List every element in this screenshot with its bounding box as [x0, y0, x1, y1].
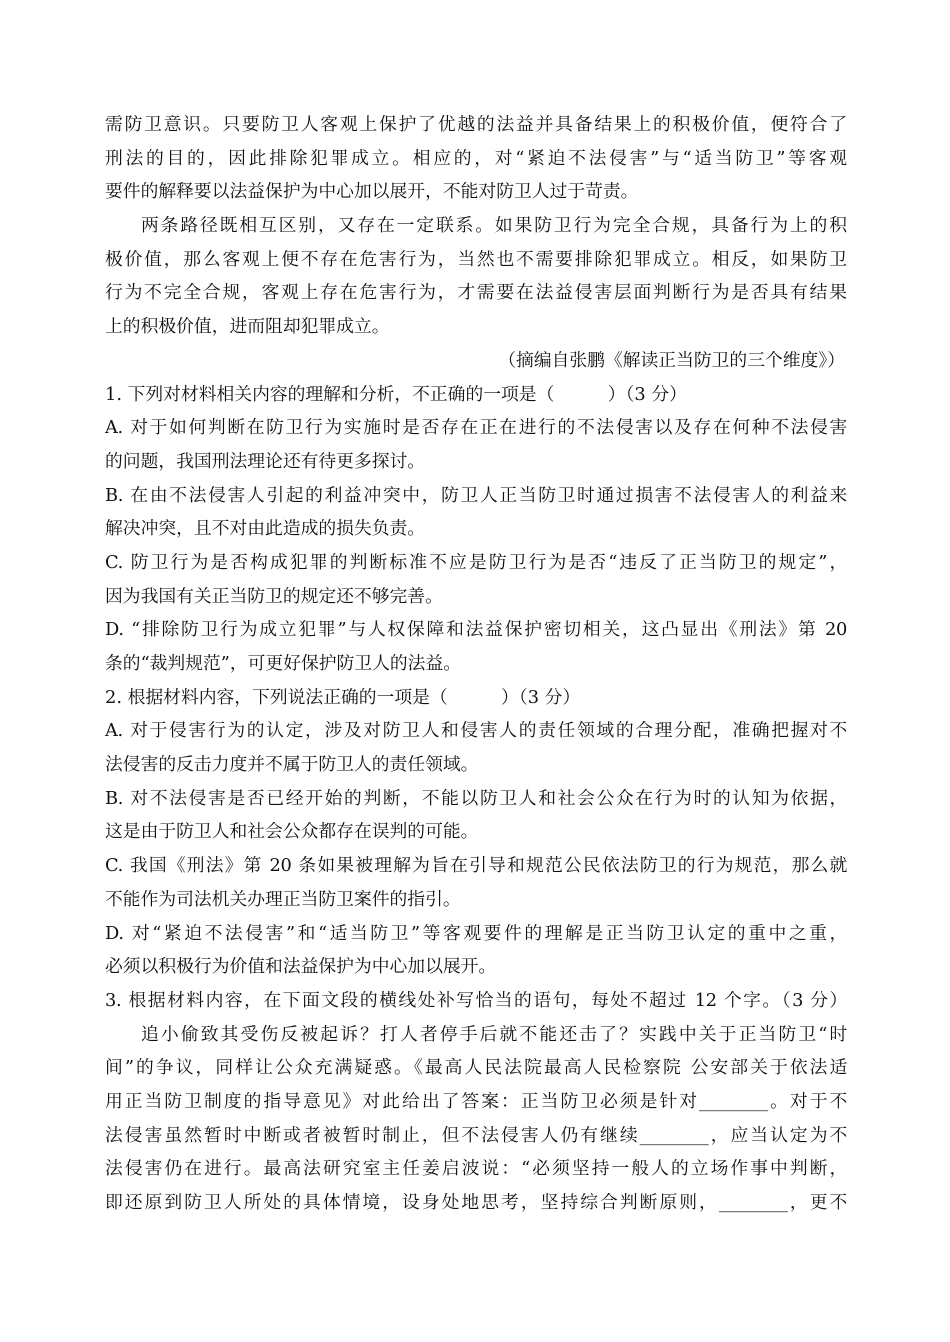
- option-text: 必须以积极行为价值和法益保护为中心加以展开。: [105, 956, 497, 978]
- text-line: 极价值，那么客观上便不存在危害行为，当然也不需要排除犯罪成立。相反，如果防卫: [105, 248, 847, 270]
- text-line: 两条路径既相互区别，又存在一定联系。如果防卫行为完全合规，具备行为上的积: [141, 215, 847, 237]
- option-text: D. “排除防卫行为成立犯罪”与人权保障和法益保护密切相关，这凸显出《刑法》第 20: [105, 619, 847, 641]
- document-page: [105, 108, 847, 1220]
- text-line: 上的积极价值，进而阻却犯罪成立。: [105, 316, 390, 338]
- question-stem: 2. 根据材料内容，下列说法正确的一项是（ ）（3 分）: [105, 686, 581, 708]
- text-line: 刑法的目的，因此排除犯罪成立。相应的，对“紧迫不法侵害”与“适当防卫”等客观: [105, 147, 847, 169]
- source-citation: （摘编自张鹏《解读正当防卫的三个维度》）: [498, 349, 845, 371]
- option-text: B. 对不法侵害是否已经开始的判断，不能以防卫人和社会公众在行为时的认知为依据，: [105, 787, 847, 809]
- option-text: 不能作为司法机关办理正当防卫案件的指引。: [105, 888, 461, 910]
- question-stem: 3. 根据材料内容，在下面文段的横线处补写恰当的语句，每处不超过 12 个字。（3 分）: [105, 989, 847, 1011]
- option-text: D. 对“紧迫不法侵害”和“适当防卫”等客观要件的理解是正当防卫认定的重中之重，: [105, 922, 847, 944]
- option-text: 解决冲突，且不对由此造成的损失负责。: [105, 518, 426, 540]
- text-line: 要件的解释要以法益保护为中心加以展开，不能对防卫人过于苛责。: [105, 181, 639, 203]
- passage-line: 法侵害仍在进行。最高法研究室主任姜启波说：“必须坚持一般人的立场作事中判断，: [105, 1158, 847, 1180]
- option-text: A. 对于侵害行为的认定，涉及对防卫人和侵害人的责任领域的合理分配，准确把握对不: [105, 720, 847, 742]
- option-text: B. 在由不法侵害人引起的利益冲突中，防卫人正当防卫时通过损害不法侵害人的利益来: [105, 484, 847, 506]
- passage-line: 法侵害虽然暂时中断或者被暂时制止，但不法侵害人仍有继续________，应当认定为不: [105, 1124, 847, 1146]
- option-text: 因为我国有关正当防卫的规定还不够完善。: [105, 585, 443, 607]
- option-text: 的问题，我国刑法理论还有待更多探讨。: [105, 450, 426, 472]
- text-line: 需防卫意识。只要防卫人客观上保护了优越的法益并具备结果上的积极价值，便符合了: [105, 114, 847, 135]
- option-text: C. 防卫行为是否构成犯罪的判断标准不应是防卫行为是否“违反了正当防卫的规定”，: [105, 551, 847, 573]
- option-text: 这是由于防卫人和社会公众都存在误判的可能。: [105, 821, 479, 843]
- question-stem: 1. 下列对材料相关内容的理解和分析，不正确的一项是（ ）（3 分）: [105, 383, 687, 405]
- option-text: 条的“裁判规范”，可更好保护防卫人的法益。: [105, 653, 462, 674]
- option-text: 法侵害的反击力度并不属于防卫人的责任领域。: [105, 754, 479, 776]
- passage-line: 用正当防卫制度的指导意见》对此给出了答案：正当防卫必须是针对________。对于不: [105, 1090, 847, 1112]
- passage-line: 间”的争议，同样让公众充满疑惑。《最高人民法院最高人民检察院 公安部关于依法适: [105, 1057, 847, 1079]
- passage-line: 追小偷致其受伤反被起诉？打人者停手后就不能还击了？实践中关于正当防卫“时: [141, 1023, 847, 1045]
- option-text: C. 我国《刑法》第 20 条如果被理解为旨在引导和规范公民依法防卫的行为规范，那么就: [105, 855, 847, 877]
- text-line: 行为不完全合规，客观上存在危害行为，才需要在法益侵害层面判断行为是否具有结果: [105, 282, 847, 304]
- option-text: A. 对于如何判断在防卫行为实施时是否存在正在进行的不法侵害以及存在何种不法侵害: [105, 417, 847, 439]
- passage-line: 即还原到防卫人所处的具体情境，设身处地思考，坚持综合判断原则，________，更不: [105, 1192, 847, 1213]
